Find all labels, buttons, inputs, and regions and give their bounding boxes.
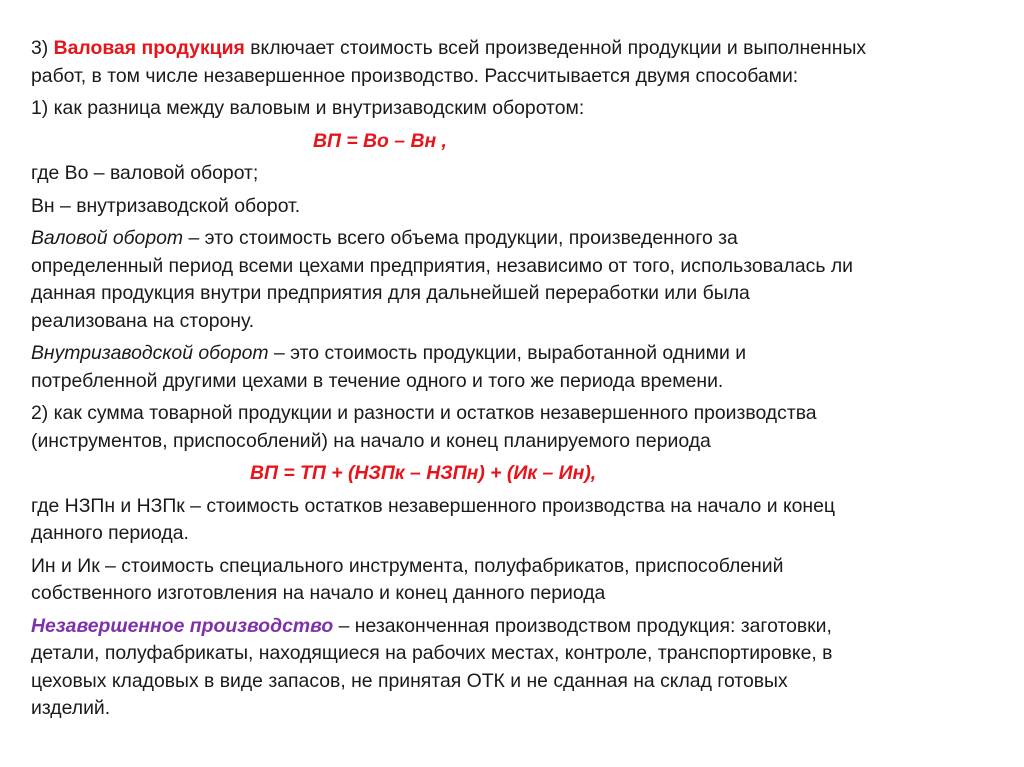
paragraph-wip [31,613,996,723]
term-gross-turnover: Валовой оборот [31,227,184,249]
text: изделий. [31,697,111,719]
text: потребленной другими цехами в течение одного и того же периода времени. [31,369,724,392]
slide-content [31,35,996,728]
paragraph-method-1 [31,95,996,123]
text: – незаконченная производством продукция: заготовки, [333,614,832,637]
text: работ, в том числе незавершенное производство. Рассчитывается двумя способами: [31,64,799,87]
text: где НЗПн и НЗПк – стоимость остатков незавершенного производства на начало и конец [31,494,836,517]
paragraph-definition-vn [31,193,996,221]
text: – это стоимость всего объема продукции, произведенного за [183,227,738,249]
paragraph-gross-output [31,35,996,90]
text: (инструментов, приспособлений) на начало и конец планируемого периода [31,429,711,452]
paragraph-definition-vo [31,160,996,188]
text: собственного изготовления на начало и конец данного периода [31,582,606,604]
text: – это стоимость продукции, выработанной одними и [268,342,747,364]
text: данного периода. [31,522,189,544]
text: цеховых кладовых в виде запасов, не принятая ОТК и не сданная на склад готовых [31,669,788,692]
text: где Во – валовой оборот; [31,162,259,184]
formula-text: ВП = ТП + (НЗПк – НЗПн) + (Ик – Ин), [250,462,597,484]
text: определенный период всеми цехами предприятия, независимо от того, использовалась ли [31,254,853,277]
formula-2 [31,460,996,488]
term-wip: Незавершенное производство [31,614,334,637]
paragraph-gross-turnover [31,225,996,335]
text: 1) как разница между валовым и внутризаводским оборотом: [31,97,585,119]
paragraph-tools-definition [31,553,996,608]
formula-1 [31,128,996,156]
text: реализована на сторону. [31,309,255,332]
text: Ин и Ик – стоимость специального инструмента, полуфабрикатов, приспособлений [31,554,784,577]
paragraph-intra-turnover [31,340,996,395]
term-intra-turnover: Внутризаводской оборот [31,342,269,364]
text: данная продукция внутри предприятия для дальнейшей переработки или была [31,282,750,304]
text: 2) как сумма товарной продукции и разности и остатков незавершенного производства [31,402,817,424]
text: включает стоимость всей произведенной продукции и выполненных [244,37,867,59]
term-gross-output: Валовая продукция [53,37,245,59]
text: Вн – внутризаводской оборот. [31,194,301,217]
paragraph-nzp-definition [31,493,996,548]
item-number: 3) [31,37,54,59]
paragraph-method-2 [31,400,996,455]
formula-text: ВП = Во – Вн , [313,129,447,152]
text: детали, полуфабрикаты, находящиеся на рабочих местах, контроле, транспортировке, в [31,642,833,664]
